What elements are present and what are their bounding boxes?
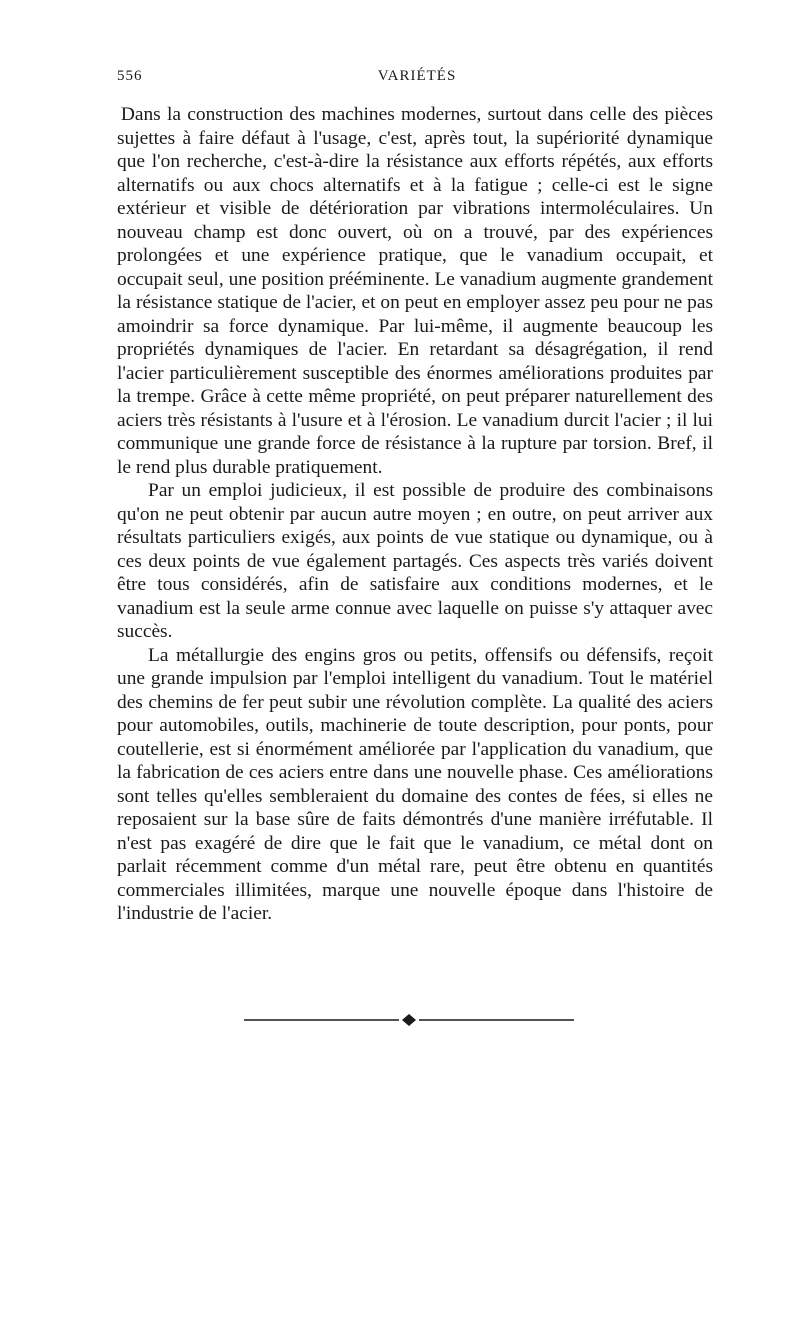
running-title: VARIÉTÉS [377, 68, 457, 84]
page-number: 556 [117, 68, 143, 84]
paragraph: Par un emploi judicieux, il est possible de produire des combinaisons qu'on ne peut obtenir par aucun autre moyen ; en outre, on peut arriver aux résultats particuliers exigés, aux points de vue statique ou dynamique, ou à ces deux points de vue également partagés. Ces aspects très variés doivent être tous considérés, afin de satisfaire aux conditions modernes, et le vanadium est la seule arme connue avec laquelle on puisse s'y attaquer avec succès. [117, 480, 713, 642]
running-head [117, 68, 717, 90]
paragraph: La métallurgie des engins gros ou petits, offensifs ou défensifs, reçoit une grande impulsion par l'emploi intelligent du vanadium. Tout le matériel des chemins de fer peut subir une révolution complète. La qualité des aciers pour automobiles, outils, machinerie de toute description, pour ponts, pour coutellerie, est si énormément améliorée par l'application du vanadium, que la fabrication de ces aciers entre dans une nouvelle phase. Ces améliorations sont telles qu'elles sembleraient du domaine des contes de fées, si elles ne reposaient sur la base sûre de faits démontrés d'une manière irréfutable. Il n'est pas exagéré de dire que le fait que le vanadium, ce métal dont on parlait récemment comme d'un métal rare, peut être obtenu en quantités commerciales illimitées, marque une nouvelle époque dans l'histoire de l'industrie de l'acier. [117, 644, 713, 924]
body-text [117, 103, 713, 926]
diamond-rule-ornament-icon [244, 1012, 574, 1028]
paragraph: Dans la construction des machines modernes, surtout dans celle des pièces sujettes à faire défaut à l'usage, c'est, après tout, la supériorité dynamique que l'on recherche, c'est-à-dire la résistance aux efforts répétés, aux efforts alternatifs ou aux chocs alternatifs et à la fatigue ; celle-ci est le signe extérieur et visible de détérioration par vibrations intermoléculaires. Un nouveau champ est donc ouvert, où on a trouvé, par des expériences prolongées et une expérience pratique, que le vanadium occupait, et occupait seul, une position prééminente. Le vanadium augmente grandement la résistance statique de l'acier, et on peut en employer assez peu pour ne pas amoindrir sa force dynamique. Par lui-même, il augmente beaucoup les propriétés dynamiques de l'acier. En retardant sa désagrégation, il rend l'acier particulièrement susceptible des énormes améliorations produites par la trempe. Grâce à cette même propriété, on peut préparer naturellement des aciers très résistants à l'usure et à l'érosion. Le vanadium durcit l'acier ; il lui communique une grande force de résistance à la rupture par torsion. Bref, il le rend plus durable pratiquement. [117, 104, 713, 478]
